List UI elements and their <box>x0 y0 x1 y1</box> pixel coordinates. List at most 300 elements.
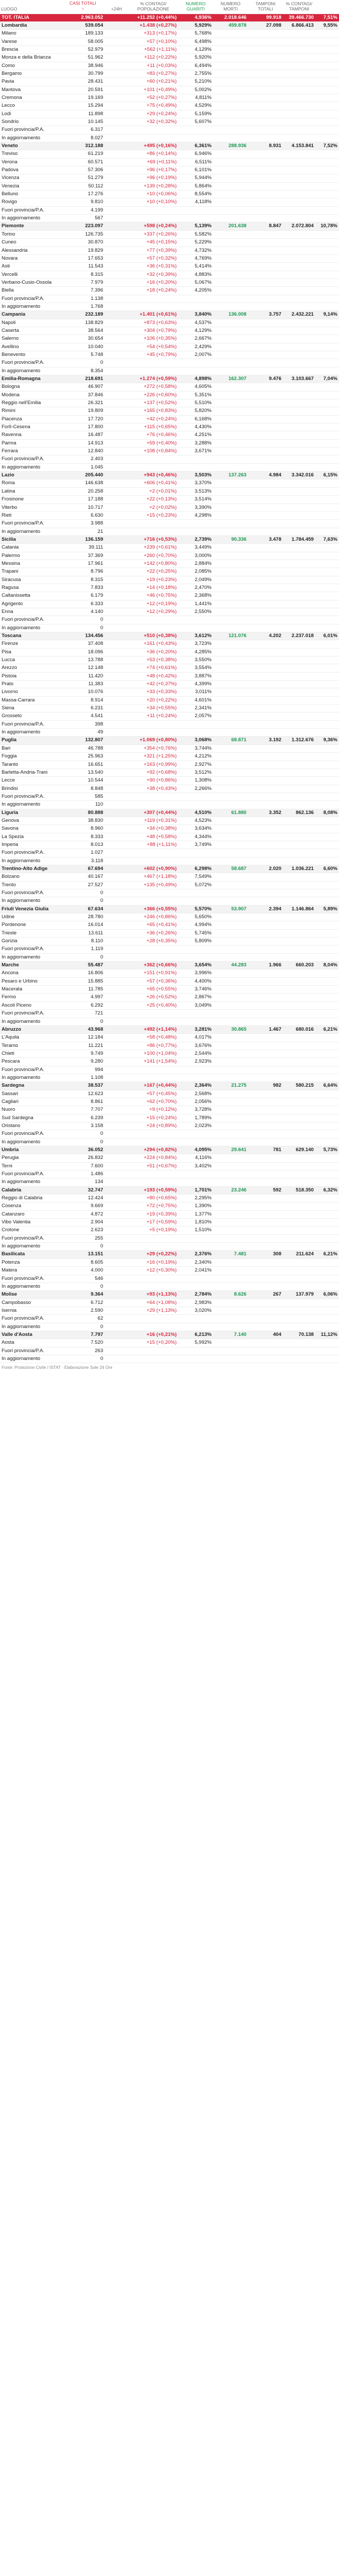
cell-pct-popolazione: 2,550% <box>178 608 213 616</box>
cell-pct-popolazione: 6,168% <box>178 415 213 423</box>
cell-luogo: Pesaro e Urbino <box>0 977 61 985</box>
cell-morti <box>248 230 283 238</box>
cell-guariti: 201.638 <box>213 222 248 230</box>
cell-casi-totali: 7.979 <box>61 278 105 286</box>
cell-pct-tamponi <box>315 1018 339 1025</box>
cell-tamponi <box>283 455 315 463</box>
cell-pct-popolazione: 3,068% <box>178 737 213 744</box>
cell-tamponi <box>283 1258 315 1266</box>
cell-guariti: 288.936 <box>213 142 248 150</box>
cell-pct-tamponi <box>315 624 339 632</box>
cell-tamponi <box>283 705 315 712</box>
cell-tamponi <box>283 656 315 664</box>
cell-pct-tamponi <box>315 744 339 752</box>
cell-luogo: Genova <box>0 817 61 824</box>
cell-pct-popolazione: 5,159% <box>178 110 213 118</box>
cell-pct-tamponi <box>315 1210 339 1218</box>
table-row <box>0 110 339 118</box>
cell-casi-totali: 40.167 <box>61 873 105 881</box>
cell-luogo: Catanzaro <box>0 1210 61 1218</box>
cell-pct-tamponi <box>315 191 339 198</box>
cell-casi-24h: +29 (+1,13%) <box>105 1307 178 1314</box>
cell-tamponi: 6.866.413 <box>283 21 315 29</box>
cell-guariti <box>213 1098 248 1106</box>
cell-morti <box>248 1315 283 1323</box>
sort-arrow-icon[interactable]: ↑ <box>82 6 84 12</box>
cell-casi-totali: 2.590 <box>61 1307 105 1314</box>
cell-casi-24h: +11.252 (+0,44%) <box>105 14 178 21</box>
cell-pct-tamponi <box>315 126 339 134</box>
cell-tamponi <box>283 1034 315 1042</box>
cell-tamponi: 39.466.730 <box>283 14 315 21</box>
cell-casi-totali: 16.806 <box>61 969 105 977</box>
cell-luogo: Vercelli <box>0 271 61 278</box>
cell-luogo: Verbano-Cusio-Ossola <box>0 278 61 286</box>
cell-pct-popolazione: 5,229% <box>178 239 213 247</box>
cell-morti <box>248 287 283 295</box>
cell-guariti <box>213 544 248 552</box>
cell-pct-tamponi <box>315 1034 339 1042</box>
cell-morti <box>248 664 283 672</box>
cell-morti <box>248 624 283 632</box>
table-row <box>0 672 339 680</box>
cell-guariti <box>213 407 248 415</box>
table-row <box>0 150 339 158</box>
cell-luogo: Basilicata <box>0 1251 61 1258</box>
cell-casi-24h <box>105 1018 178 1025</box>
cell-tamponi: 1.146.864 <box>283 905 315 913</box>
cell-casi-totali: 8.027 <box>61 134 105 142</box>
cell-casi-totali: 13.540 <box>61 768 105 776</box>
cell-casi-totali: 8.110 <box>61 938 105 945</box>
cell-morti <box>248 584 283 592</box>
table-row <box>0 889 339 897</box>
cell-tamponi <box>283 568 315 576</box>
table-row <box>0 487 339 495</box>
table-row <box>0 681 339 688</box>
cell-guariti <box>213 439 248 447</box>
cell-pct-tamponi <box>315 720 339 728</box>
cell-guariti <box>213 841 248 849</box>
cell-morti <box>248 215 283 222</box>
cell-pct-popolazione <box>178 857 213 865</box>
cell-morti: 3.478 <box>248 536 283 543</box>
cell-pct-tamponi <box>315 118 339 126</box>
cell-guariti <box>213 945 248 953</box>
cell-pct-tamponi <box>315 640 339 648</box>
cell-casi-totali: 46.907 <box>61 383 105 391</box>
cell-guariti <box>213 134 248 142</box>
cell-casi-totali: 8.605 <box>61 1258 105 1266</box>
cell-pct-popolazione: 3,512% <box>178 768 213 776</box>
cell-casi-totali: 138.829 <box>61 319 105 327</box>
header-morti[interactable]: NUMERO MORTI <box>213 0 248 14</box>
cell-casi-24h <box>105 303 178 310</box>
cell-luogo: In aggiornamento <box>0 1243 61 1251</box>
table-row <box>0 648 339 656</box>
cell-tamponi <box>283 977 315 985</box>
cell-luogo: Pescara <box>0 1058 61 1066</box>
cell-tamponi <box>283 191 315 198</box>
cell-casi-totali: 37.408 <box>61 640 105 648</box>
cell-morti <box>248 455 283 463</box>
cell-guariti <box>213 94 248 102</box>
cell-pct-popolazione: 5,820% <box>178 407 213 415</box>
cell-pct-tamponi <box>315 287 339 295</box>
cell-luogo: Fuori provincia/P.A. <box>0 793 61 800</box>
cell-casi-24h: +5 (+0,19%) <box>105 1226 178 1234</box>
header-guariti[interactable]: NUMERO GUARITI <box>178 0 213 14</box>
cell-casi-totali: 27.527 <box>61 881 105 889</box>
cell-morti <box>248 479 283 487</box>
cell-casi-24h: +224 (+0,84%) <box>105 1154 178 1162</box>
cell-casi-24h <box>105 1170 178 1178</box>
cell-luogo: Arezzo <box>0 664 61 672</box>
cell-morti <box>248 889 283 897</box>
cell-guariti <box>213 921 248 929</box>
cell-morti <box>248 1074 283 1081</box>
header-luogo[interactable]: LUOGO <box>0 0 61 14</box>
cell-tamponi <box>283 86 315 94</box>
cell-luogo: Ragusa <box>0 584 61 592</box>
cell-pct-popolazione: 4,883% <box>178 271 213 278</box>
cell-casi-24h: +100 (+1,04%) <box>105 1050 178 1057</box>
cell-pct-popolazione: 2,376% <box>178 1251 213 1258</box>
cell-pct-popolazione: 4,605% <box>178 383 213 391</box>
cell-pct-popolazione <box>178 889 213 897</box>
cell-guariti <box>213 833 248 841</box>
cell-tamponi: 211.624 <box>283 1251 315 1258</box>
cell-tamponi <box>283 929 315 937</box>
cell-casi-totali: 110 <box>61 801 105 809</box>
cell-pct-popolazione: 2,429% <box>178 343 213 351</box>
cell-tamponi <box>283 230 315 238</box>
cell-casi-24h: +25 (+0,40%) <box>105 1001 178 1009</box>
cell-pct-tamponi <box>315 817 339 824</box>
cell-guariti <box>213 359 248 367</box>
cell-casi-24h: +38 (+0,43%) <box>105 785 178 793</box>
cell-pct-popolazione: 3,550% <box>178 656 213 664</box>
cell-casi-24h <box>105 520 178 528</box>
table-row <box>0 544 339 552</box>
table-row <box>0 463 339 471</box>
cell-tamponi <box>283 528 315 536</box>
cell-pct-tamponi: 6,32% <box>315 1186 339 1194</box>
header-casi-totali[interactable] <box>61 0 105 14</box>
cell-guariti <box>213 215 248 222</box>
cell-tamponi <box>283 254 315 262</box>
cell-guariti <box>213 351 248 359</box>
cell-casi-24h: +54 (+0,54%) <box>105 343 178 351</box>
cell-tamponi <box>283 359 315 367</box>
cell-morti <box>248 126 283 134</box>
cell-tamponi: 580.215 <box>283 1082 315 1090</box>
cell-morti: 982 <box>248 1082 283 1090</box>
table-row <box>0 1130 339 1138</box>
cell-guariti: 44.283 <box>213 962 248 969</box>
cell-luogo: Piacenza <box>0 415 61 423</box>
cell-luogo: Sondrio <box>0 118 61 126</box>
cell-pct-popolazione: 2,470% <box>178 584 213 592</box>
cell-casi-24h: +48 (+0,42%) <box>105 672 178 680</box>
cell-casi-totali: 8.315 <box>61 271 105 278</box>
table-row <box>0 1114 339 1122</box>
cell-casi-24h: +59 (+0,40%) <box>105 439 178 447</box>
cell-morti <box>248 134 283 142</box>
cell-morti <box>248 448 283 455</box>
cell-morti <box>248 705 283 712</box>
cell-casi-totali: 263 <box>61 1347 105 1355</box>
cell-pct-popolazione: 6,498% <box>178 38 213 46</box>
cell-morti <box>248 30 283 38</box>
cell-pct-tamponi <box>315 681 339 688</box>
cell-casi-24h: +11 (+0,24%) <box>105 712 178 720</box>
cell-morti <box>248 1339 283 1347</box>
cell-guariti <box>213 126 248 134</box>
cell-pct-tamponi <box>315 1162 339 1170</box>
cell-morti <box>248 817 283 824</box>
cell-pct-popolazione: 1,441% <box>178 600 213 608</box>
cell-casi-24h <box>105 857 178 865</box>
cell-morti <box>248 1098 283 1106</box>
cell-casi-totali: 15.885 <box>61 977 105 985</box>
table-row <box>0 833 339 841</box>
cell-tamponi <box>283 166 315 174</box>
cell-casi-totali: 721 <box>61 1010 105 1018</box>
header-pct-tamponi[interactable]: % CONTAGI/ TAMPONI <box>283 0 315 14</box>
cell-tamponi <box>283 423 315 431</box>
cell-pct-popolazione: 3,996% <box>178 969 213 977</box>
cell-casi-24h: +1.401 (+0,61%) <box>105 311 178 319</box>
cell-tamponi <box>283 938 315 945</box>
cell-luogo: Liguria <box>0 809 61 817</box>
cell-casi-totali: 16.651 <box>61 761 105 768</box>
cell-casi-totali: 4.199 <box>61 206 105 214</box>
region-row <box>0 1025 339 1033</box>
cell-tamponi <box>283 118 315 126</box>
cell-pct-popolazione: 4,399% <box>178 681 213 688</box>
cell-pct-popolazione: 1,701% <box>178 1186 213 1194</box>
cell-tamponi <box>283 295 315 303</box>
cell-luogo: Cosenza <box>0 1202 61 1210</box>
cell-guariti <box>213 768 248 776</box>
cell-casi-totali: 12.148 <box>61 664 105 672</box>
cell-luogo: Cagliari <box>0 1098 61 1106</box>
region-row <box>0 1186 339 1194</box>
cell-luogo: Siena <box>0 705 61 712</box>
table-row <box>0 1347 339 1355</box>
table-row <box>0 343 339 351</box>
cell-pct-tamponi <box>315 206 339 214</box>
cell-pct-tamponi: 6,06% <box>315 1291 339 1299</box>
header-tamponi[interactable]: TAMPONI TOTALI <box>248 0 283 14</box>
cell-luogo: Piemonte <box>0 222 61 230</box>
cell-pct-tamponi <box>315 881 339 889</box>
cell-morti <box>248 849 283 857</box>
cell-pct-popolazione: 3,402% <box>178 1162 213 1170</box>
cell-morti <box>248 1034 283 1042</box>
cell-luogo: Biella <box>0 287 61 295</box>
table-row <box>0 720 339 728</box>
cell-luogo: Fuori provincia/P.A. <box>0 359 61 367</box>
cell-casi-totali: 21 <box>61 528 105 536</box>
region-row <box>0 962 339 969</box>
cell-pct-tamponi <box>315 1355 339 1363</box>
cell-morti <box>248 785 283 793</box>
table-header <box>0 0 339 14</box>
cell-casi-totali: 132.807 <box>61 737 105 744</box>
cell-luogo: Latina <box>0 487 61 495</box>
cell-casi-totali: 30.870 <box>61 239 105 247</box>
table-row <box>0 1018 339 1025</box>
cell-pct-tamponi <box>315 198 339 206</box>
cell-tamponi <box>283 327 315 334</box>
cell-casi-24h: +142 (+0,80%) <box>105 560 178 567</box>
cell-luogo: Fuori provincia/P.A. <box>0 1170 61 1178</box>
table-row <box>0 399 339 407</box>
table-row <box>0 174 339 182</box>
cell-casi-totali: 0 <box>61 1130 105 1138</box>
table-row <box>0 881 339 889</box>
cell-pct-tamponi: 6,15% <box>315 472 339 479</box>
table-row <box>0 1074 339 1081</box>
cell-guariti <box>213 1195 248 1202</box>
cell-pct-tamponi <box>315 729 339 737</box>
cell-tamponi <box>283 504 315 511</box>
cell-tamponi: 1.784.459 <box>283 536 315 543</box>
cell-pct-tamponi: 5,73% <box>315 1146 339 1154</box>
cell-morti <box>248 182 283 190</box>
cell-pct-popolazione: 2,667% <box>178 335 213 343</box>
cell-pct-popolazione: 2,007% <box>178 351 213 359</box>
cell-casi-24h: +42 (+0,24%) <box>105 415 178 423</box>
cell-pct-popolazione: 6,298% <box>178 865 213 873</box>
table-row <box>0 335 339 343</box>
cell-casi-24h: +119 (+0,31%) <box>105 817 178 824</box>
table-row <box>0 1355 339 1363</box>
cell-pct-popolazione: 3,020% <box>178 1307 213 1314</box>
cell-luogo: Sud Sardegna <box>0 1114 61 1122</box>
cell-luogo: Emilia-Romagna <box>0 375 61 383</box>
cell-tamponi <box>283 520 315 528</box>
cell-tamponi <box>283 496 315 504</box>
cell-tamponi <box>283 1074 315 1081</box>
cell-casi-totali: 2.904 <box>61 1219 105 1226</box>
cell-casi-24h: +304 (+0,79%) <box>105 327 178 334</box>
cell-guariti <box>213 1122 248 1130</box>
table-row <box>0 1202 339 1210</box>
cell-tamponi <box>283 624 315 632</box>
cell-pct-tamponi <box>315 407 339 415</box>
cell-guariti: 29.641 <box>213 1146 248 1154</box>
table-row <box>0 913 339 921</box>
cell-tamponi: 4.153.841 <box>283 142 315 150</box>
cell-luogo: Molise <box>0 1291 61 1299</box>
cell-morti: 8.931 <box>248 142 283 150</box>
cell-pct-tamponi <box>315 1339 339 1347</box>
cell-pct-tamponi <box>315 945 339 953</box>
cell-guariti: 121.076 <box>213 632 248 640</box>
cell-guariti <box>213 174 248 182</box>
table-row <box>0 70 339 77</box>
cell-tamponi <box>283 1058 315 1066</box>
cell-pct-tamponi: 5,89% <box>315 905 339 913</box>
cell-casi-24h <box>105 624 178 632</box>
cell-pct-tamponi <box>315 496 339 504</box>
header-pct-popolazione[interactable]: % CONTAGI/ POPOLAZIONE <box>128 0 178 14</box>
cell-morti <box>248 367 283 375</box>
cell-guariti <box>213 1138 248 1146</box>
cell-pct-popolazione <box>178 528 213 536</box>
table-row <box>0 977 339 985</box>
cell-casi-24h <box>105 953 178 961</box>
cell-tamponi: 70.138 <box>283 1331 315 1339</box>
cell-casi-totali: 8.960 <box>61 825 105 833</box>
cell-tamponi <box>283 407 315 415</box>
cell-tamponi <box>283 744 315 752</box>
cell-guariti <box>213 600 248 608</box>
cell-casi-totali: 1.119 <box>61 945 105 953</box>
cell-pct-popolazione: 6,946% <box>178 150 213 158</box>
region-row <box>0 472 339 479</box>
cell-pct-popolazione <box>178 134 213 142</box>
cell-morti <box>248 1283 283 1290</box>
cell-pct-popolazione: 5,067% <box>178 278 213 286</box>
cell-luogo: Cremona <box>0 94 61 102</box>
cell-luogo: Enna <box>0 608 61 616</box>
cell-tamponi <box>283 753 315 761</box>
cell-guariti <box>213 367 248 375</box>
cell-pct-popolazione: 5,210% <box>178 78 213 86</box>
region-row <box>0 809 339 817</box>
cell-pct-popolazione: 3,281% <box>178 1025 213 1033</box>
cell-casi-24h <box>105 359 178 367</box>
table-row <box>0 994 339 1001</box>
cell-morti <box>248 857 283 865</box>
table-row <box>0 126 339 134</box>
cell-pct-popolazione <box>178 801 213 809</box>
cell-guariti <box>213 206 248 214</box>
cell-pct-popolazione: 4,732% <box>178 247 213 254</box>
cell-luogo: Marche <box>0 962 61 969</box>
cell-tamponi <box>283 945 315 953</box>
cell-pct-popolazione: 4,510% <box>178 809 213 817</box>
cell-tamponi <box>283 1122 315 1130</box>
cell-pct-popolazione: 2,341% <box>178 705 213 712</box>
cell-casi-totali: 8.848 <box>61 785 105 793</box>
cell-morti <box>248 1299 283 1307</box>
cell-casi-totali: 28.780 <box>61 913 105 921</box>
cell-morti <box>248 1195 283 1202</box>
cell-morti <box>248 1275 283 1283</box>
cell-luogo: In aggiornamento <box>0 1323 61 1331</box>
cell-casi-24h: +467 (+1,18%) <box>105 873 178 881</box>
cell-casi-24h: +77 (+0,39%) <box>105 247 178 254</box>
cell-guariti <box>213 511 248 519</box>
cell-guariti <box>213 1299 248 1307</box>
table-row <box>0 600 339 608</box>
header-casi-24h[interactable]: +24H <box>105 0 128 14</box>
cell-guariti <box>213 584 248 592</box>
cell-pct-popolazione <box>178 849 213 857</box>
cell-tamponi <box>283 720 315 728</box>
cell-pct-popolazione <box>178 729 213 737</box>
table-row <box>0 705 339 712</box>
cell-casi-24h: +366 (+0,55%) <box>105 905 178 913</box>
cell-casi-totali: 4.541 <box>61 712 105 720</box>
cell-tamponi <box>283 415 315 423</box>
cell-casi-totali: 9.669 <box>61 1202 105 1210</box>
